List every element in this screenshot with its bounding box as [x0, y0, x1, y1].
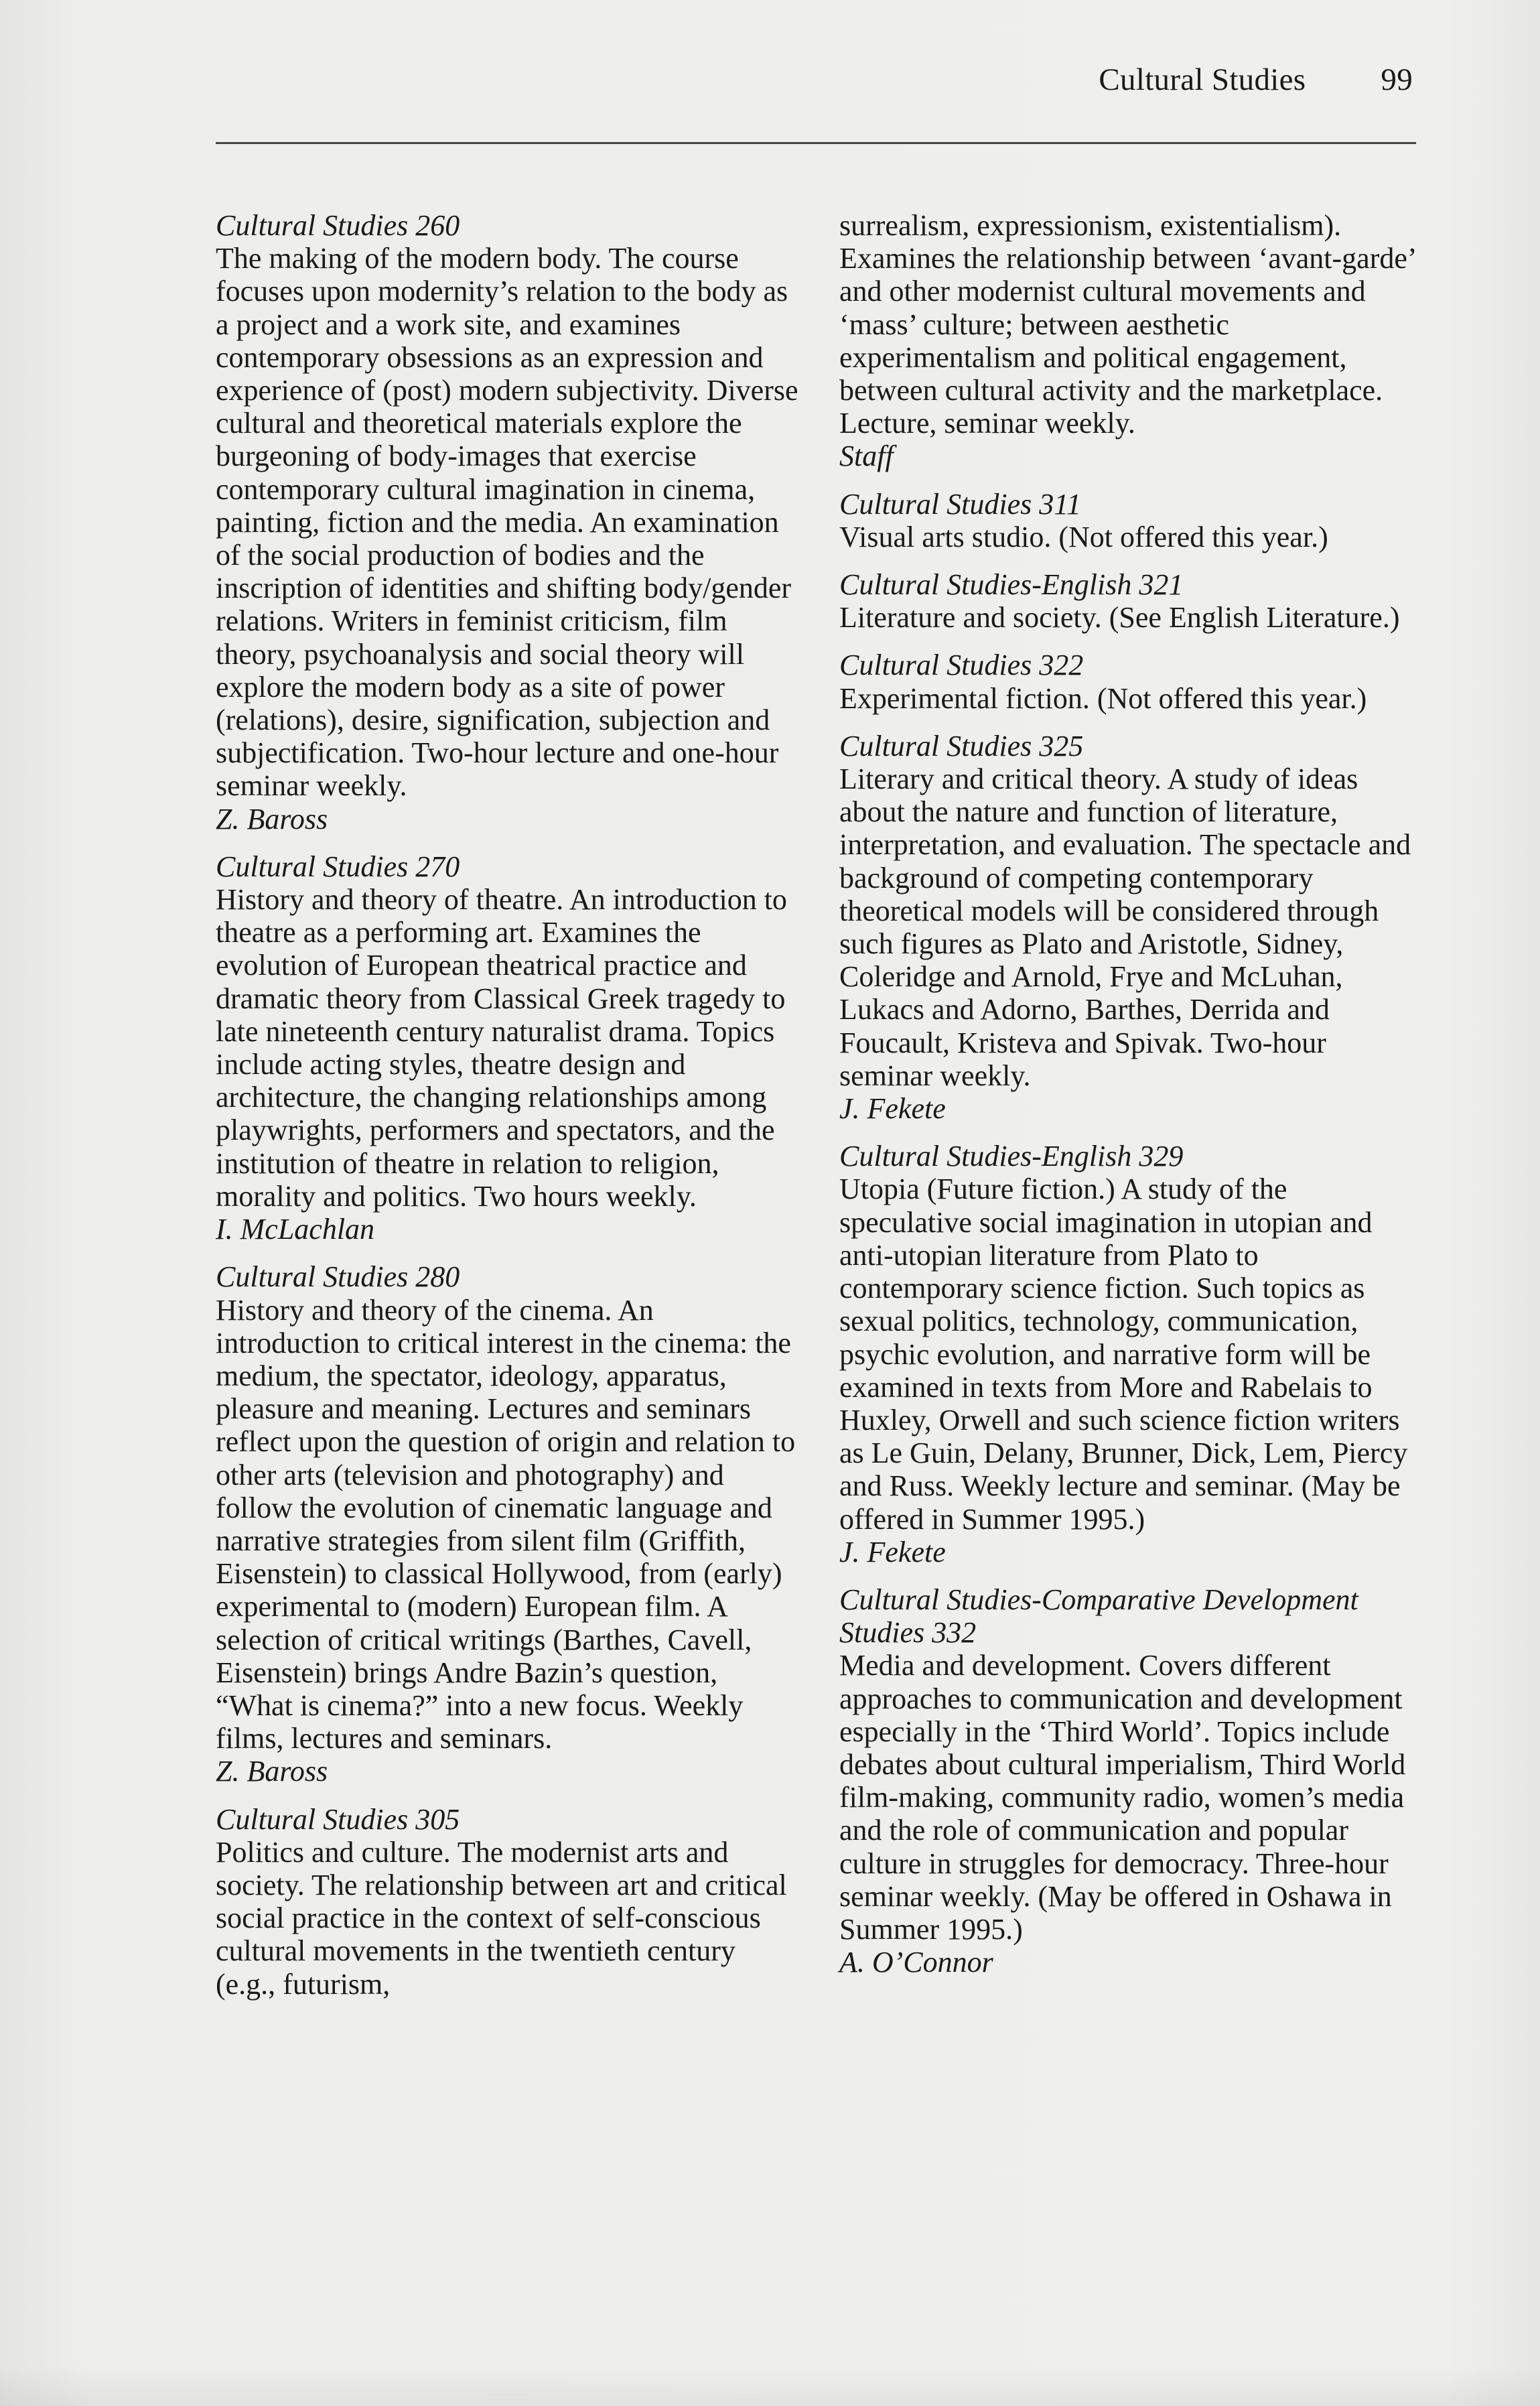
course-entry [839, 568, 1422, 634]
right-column [839, 209, 1422, 1993]
course-description: Experimental fiction. (Not offered this year.) [839, 681, 1367, 715]
course-instructor: J. Fekete [839, 1535, 946, 1568]
course-description: History and theory of theatre. An introduction to theatre as a performing art. Examines the evolution of European theatrical practice and dramatic theory from Classical Greek tragedy to late nineteenth century naturalist drama. Topics include acting styles, theatre design and architecture, the changing relationships among playwrights, performers and spectators, and the institution of theatre in relation to religion, morality and politics. Two hours weekly. [216, 883, 787, 1213]
course-description: surrealism, expressionism, existentialism). Examines the relationship between ‘avant-garde’ and other modernist cultural movements and ‘mass’ culture; between aesthetic experimentalism and political engagement, between cultural activity and the marketplace. Lecture, seminar weekly. [839, 209, 1415, 440]
course-entry [839, 488, 1422, 553]
course-instructor: J. Fekete [839, 1092, 946, 1126]
course-description: Media and development. Covers different approaches to communication and development especially in the ‘Third World’. Topics include debates about cultural imperialism, Third World film-making, community radio, women’s media and the role of communication and popular culture in struggles for democracy. Three-hour seminar weekly. (May be offered in Oshawa in Summer 1995.) [839, 1649, 1406, 1946]
course-description: Utopia (Future fiction.) A study of the speculative social imagination in utopian and anti-utopian literature from Plato to contemporary science fiction. Such topics as sexual politics, technology, communication, psychic evolution, and narrative form will be examined in texts from More and Rabelais to Huxley, Orwell and such science fiction writers as Le Guin, Delany, Brunner, Dick, Lem, Piercy and Russ. Weekly lecture and seminar. (May be offered in Summer 1995.) [839, 1173, 1408, 1536]
course-entry [839, 1583, 1422, 1979]
course-description: Politics and culture. The modernist arts and society. The relationship between art and critical social practice in the context of self-conscious cultural movements in the twentieth century (e.g., futurism, [216, 1835, 787, 2001]
course-heading: Cultural Studies 325 [839, 729, 1084, 762]
course-instructor: Z. Baross [216, 802, 328, 836]
course-description: Literature and society. (See English Literature.) [839, 601, 1400, 634]
course-entry [216, 209, 798, 836]
course-instructor: Z. Baross [216, 1755, 328, 1788]
course-instructor: I. McLachlan [216, 1213, 375, 1246]
course-entry [216, 1260, 798, 1788]
course-heading: Cultural Studies-English 321 [839, 568, 1184, 602]
course-description: Visual arts studio. (Not offered this year.) [839, 520, 1328, 553]
course-description: The making of the modern body. The course focuses upon modernity’s relation to the body as a project and a work site, and examines contemporary obsessions as an expression and experience of (post) modern subjectivity. Diverse cultural and theoretical materials explore the burgeoning of body-images that exercise contemporary cultural imagination in cinema, painting, fiction and the media. An examination of the social production of bodies and the inscription of identities and shifting body/gender relations. Writers in feminist criticism, film theory, psychoanalysis and social theory will explore the modern body as a site of power (relations), desire, signification, subjection and subjectification. Two-hour lecture and one-hour seminar weekly. [216, 242, 798, 803]
course-instructor: Staff [839, 440, 894, 473]
header-rule [216, 142, 1416, 144]
course-entry [216, 1803, 798, 2001]
course-heading: Cultural Studies 280 [216, 1260, 460, 1294]
course-heading: Cultural Studies 270 [216, 850, 460, 883]
course-entry [839, 1140, 1422, 1568]
page-edge-shadow [0, 2366, 1540, 2406]
course-entry [216, 850, 798, 1246]
course-heading: Cultural Studies-Comparative Development Studies 332 [839, 1583, 1358, 1650]
left-column [216, 209, 798, 2015]
course-heading: Cultural Studies 260 [216, 209, 460, 242]
running-head-title: Cultural Studies [1099, 62, 1306, 97]
course-description: History and theory of the cinema. An introduction to critical interest in the cinema: the medium, the spectator, ideology, apparatus, pleasure and meaning. Lectures and seminars reflect upon the question of origin and relation to other arts (television and photography) and follow the evolution of cinematic language and narrative strategies from silent film (Griffith, Eisenstein) to classical Hollywood, from (early) experimental to (modern) European film. A selection of critical writings (Barthes, Cavell, Eisenstein) brings Andre Bazin’s question, “What is cinema?” into a new focus. Weekly films, lectures and seminars. [216, 1293, 796, 1755]
course-instructor: A. O’Connor [839, 1946, 993, 1979]
page-number: 99 [1381, 62, 1413, 97]
running-head [1099, 62, 1413, 98]
course-entry-continued [839, 209, 1422, 473]
course-heading: Cultural Studies-English 329 [839, 1140, 1184, 1173]
course-entry [839, 649, 1422, 714]
course-description: Literary and critical theory. A study of ideas about the nature and function of literature, interpretation, and evaluation. The spectacle and background of competing contemporary theoretical models will be considered through such figures as Plato and Aristotle, Sidney, Coleridge and Arnold, Frye and McLuhan, Lukacs and Adorno, Barthes, Derrida and Foucault, Kristeva and Spivak. Two-hour seminar weekly. [839, 762, 1411, 1092]
course-heading: Cultural Studies 305 [216, 1802, 460, 1836]
course-heading: Cultural Studies 311 [839, 487, 1081, 521]
course-heading: Cultural Studies 322 [839, 649, 1084, 682]
course-entry [839, 730, 1422, 1125]
